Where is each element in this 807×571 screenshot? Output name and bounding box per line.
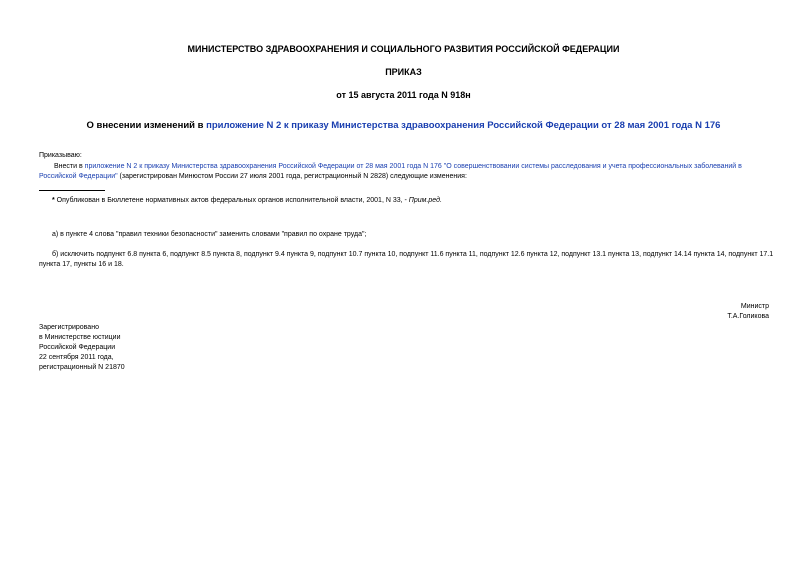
footnote-text: Опубликован в Бюллетене нормативных актов федеральных органов исполнительной власти, 2001, N 33, - — [54, 197, 409, 204]
main-paragraph — [39, 162, 774, 182]
footnote-mark: * — [52, 197, 55, 204]
footnote — [52, 196, 442, 206]
title-link[interactable]: приложение N 2 к приказу Министерства здравоохранения Российской Федерации от 28 мая 2001 года N 176 — [206, 120, 721, 131]
registration-line: Российской Федерации — [39, 344, 116, 351]
signature-role: Министр — [740, 303, 769, 310]
item-b: б) исключить подпункт 6.8 пункта 6, подпункт 8.5 пункта 8, подпункт 9.4 пункта 9, подпункт 10.7 пункта 10, подпункт 11.6 пункта 11, подпункт 12.6 пункта 12, подпункт 13.1 пункта 13, подпункт 14.14 пункта 14, подпункт 17.1 пункта 17, пункты 16 и 18. — [39, 251, 774, 268]
para-suffix: следующие изменения: — [388, 173, 467, 180]
registration-line: Зарегистрировано — [39, 324, 99, 331]
footnote-divider — [39, 190, 105, 191]
date-number-heading: от 15 августа 2011 года N 918н — [336, 90, 471, 100]
registration-block — [39, 323, 125, 373]
footnote-note: Прим.ред. — [408, 197, 442, 204]
para-prefix: Внести в — [54, 163, 85, 170]
registration-line: регистрационный N 21870 — [39, 364, 125, 371]
order-link[interactable]: приложение N 2 к приказу Министерства здравоохранения Российской Федерации от 28 мая 2001 года N 176 "О совершенствовании системы расследования и учета профессиональных заболеваний в Российской Федерации" — [39, 163, 742, 180]
signature-name: Т.А.Голикова — [727, 313, 769, 320]
document-title — [0, 120, 807, 131]
intro-text: Приказываю: — [39, 152, 82, 159]
para-middle: (зарегистрирован Минюстом России 27 июля 2001 года, регистрационный N 2828) — [117, 173, 389, 180]
registration-line: 22 сентября 2011 года, — [39, 354, 114, 361]
title-prefix: О внесении изменений в — [86, 120, 207, 131]
doc-type-heading: ПРИКАЗ — [385, 67, 422, 77]
registration-line: в Министерстве юстиции — [39, 334, 121, 341]
item-a: а) в пункте 4 слова "правил техники безопасности" заменить словами "правил по охране труда"; — [52, 231, 367, 238]
ministry-heading: МИНИСТЕРСТВО ЗДРАВООХРАНЕНИЯ И СОЦИАЛЬНОГО РАЗВИТИЯ РОССИЙСКОЙ ФЕДЕРАЦИИ — [187, 44, 620, 54]
